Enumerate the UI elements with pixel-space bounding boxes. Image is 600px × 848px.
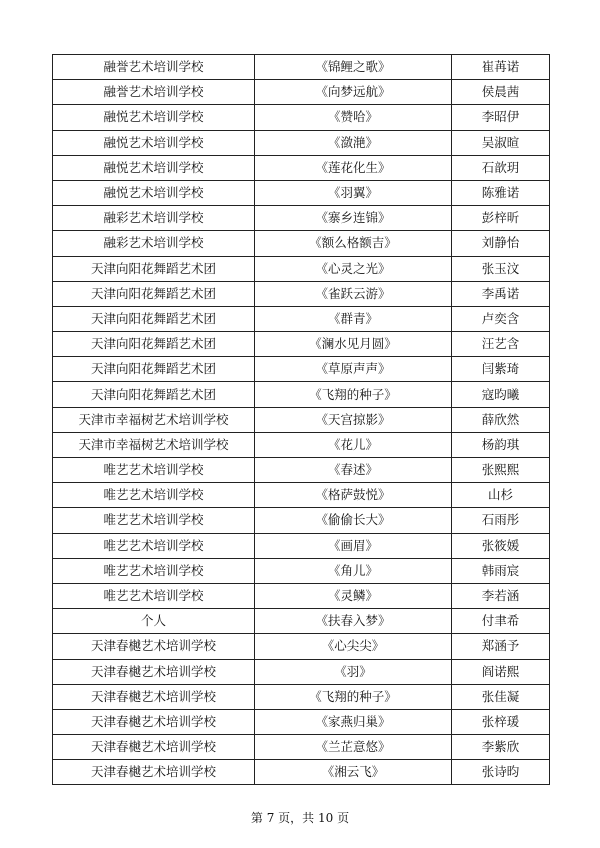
organization-cell: 融誉艺术培训学校 bbox=[53, 55, 255, 80]
program-title-cell: 《天宫掠影》 bbox=[255, 407, 452, 432]
performer-name-cell: 石歆玥 bbox=[452, 155, 550, 180]
program-title-cell: 《偷偷长大》 bbox=[255, 508, 452, 533]
organization-cell: 融悦艺术培训学校 bbox=[53, 130, 255, 155]
table-row bbox=[53, 55, 550, 80]
performer-name-cell: 阎诺熙 bbox=[452, 659, 550, 684]
table-row bbox=[53, 180, 550, 205]
table-row bbox=[53, 155, 550, 180]
table-row bbox=[53, 130, 550, 155]
performer-name-cell: 郑涵予 bbox=[452, 634, 550, 659]
organization-cell: 融彩艺术培训学校 bbox=[53, 206, 255, 231]
table-row bbox=[53, 458, 550, 483]
program-title-cell: 《向梦远航》 bbox=[255, 80, 452, 105]
organization-cell: 天津向阳花舞蹈艺术团 bbox=[53, 306, 255, 331]
table-row bbox=[53, 231, 550, 256]
organization-cell: 唯艺艺术培训学校 bbox=[53, 508, 255, 533]
organization-cell: 唯艺艺术培训学校 bbox=[53, 458, 255, 483]
program-title-cell: 《扶春入梦》 bbox=[255, 609, 452, 634]
performer-name-cell: 张熙熙 bbox=[452, 458, 550, 483]
performer-name-cell: 杨韵琪 bbox=[452, 432, 550, 457]
performer-name-cell: 寇昀曦 bbox=[452, 382, 550, 407]
program-title-cell: 《飞翔的种子》 bbox=[255, 684, 452, 709]
table-row bbox=[53, 583, 550, 608]
program-title-cell: 《角儿》 bbox=[255, 558, 452, 583]
organization-cell: 个人 bbox=[53, 609, 255, 634]
table-row bbox=[53, 281, 550, 306]
table-row bbox=[53, 508, 550, 533]
organization-cell: 融誉艺术培训学校 bbox=[53, 80, 255, 105]
performer-name-cell: 张梓瑗 bbox=[452, 709, 550, 734]
organization-cell: 天津春樾艺术培训学校 bbox=[53, 659, 255, 684]
performer-name-cell: 卢奕含 bbox=[452, 306, 550, 331]
program-title-cell: 《寨乡连锦》 bbox=[255, 206, 452, 231]
program-title-cell: 《格萨鼓悦》 bbox=[255, 483, 452, 508]
program-title-cell: 《飞翔的种子》 bbox=[255, 382, 452, 407]
performer-name-cell: 薛欣然 bbox=[452, 407, 550, 432]
performer-name-cell: 闫紫琦 bbox=[452, 357, 550, 382]
program-title-cell: 《心尖尖》 bbox=[255, 634, 452, 659]
organization-cell: 唯艺艺术培训学校 bbox=[53, 583, 255, 608]
program-title-cell: 《湘云飞》 bbox=[255, 760, 452, 785]
roster-sheet bbox=[52, 54, 549, 785]
program-title-cell: 《赞哈》 bbox=[255, 105, 452, 130]
performer-name-cell: 李紫欣 bbox=[452, 735, 550, 760]
table-row bbox=[53, 684, 550, 709]
organization-cell: 天津市幸福树艺术培训学校 bbox=[53, 407, 255, 432]
performer-name-cell: 张玉汶 bbox=[452, 256, 550, 281]
performer-name-cell: 崔苒诺 bbox=[452, 55, 550, 80]
organization-cell: 融悦艺术培训学校 bbox=[53, 180, 255, 205]
performer-name-cell: 山杉 bbox=[452, 483, 550, 508]
table-row bbox=[53, 760, 550, 785]
performer-name-cell: 张筱媛 bbox=[452, 533, 550, 558]
program-title-cell: 《灵鳞》 bbox=[255, 583, 452, 608]
table-row bbox=[53, 256, 550, 281]
table-row bbox=[53, 105, 550, 130]
performer-name-cell: 付聿希 bbox=[452, 609, 550, 634]
table-row bbox=[53, 206, 550, 231]
program-title-cell: 《潋滟》 bbox=[255, 130, 452, 155]
program-title-cell: 《锦鲤之歌》 bbox=[255, 55, 452, 80]
program-title-cell: 《家燕归巢》 bbox=[255, 709, 452, 734]
performer-name-cell: 刘静怡 bbox=[452, 231, 550, 256]
page-footer: 第 7 页，共 10 页 bbox=[250, 811, 350, 825]
organization-cell: 唯艺艺术培训学校 bbox=[53, 483, 255, 508]
performer-name-cell: 张佳凝 bbox=[452, 684, 550, 709]
performer-name-cell: 张诗昀 bbox=[452, 760, 550, 785]
program-title-cell: 《春述》 bbox=[255, 458, 452, 483]
performer-name-cell: 李昭伊 bbox=[452, 105, 550, 130]
program-title-cell: 《羽》 bbox=[255, 659, 452, 684]
organization-cell: 唯艺艺术培训学校 bbox=[53, 558, 255, 583]
organization-cell: 天津市幸福树艺术培训学校 bbox=[53, 432, 255, 457]
program-title-cell: 《草原声声》 bbox=[255, 357, 452, 382]
organization-cell: 天津向阳花舞蹈艺术团 bbox=[53, 256, 255, 281]
performer-name-cell: 吴淑暄 bbox=[452, 130, 550, 155]
table-row bbox=[53, 609, 550, 634]
organization-cell: 天津春樾艺术培训学校 bbox=[53, 684, 255, 709]
performer-name-cell: 李禹诺 bbox=[452, 281, 550, 306]
organization-cell: 天津向阳花舞蹈艺术团 bbox=[53, 281, 255, 306]
roster-table bbox=[52, 54, 550, 785]
table-row bbox=[53, 80, 550, 105]
program-title-cell: 《画眉》 bbox=[255, 533, 452, 558]
organization-cell: 融悦艺术培训学校 bbox=[53, 155, 255, 180]
program-title-cell: 《澜水见月圆》 bbox=[255, 332, 452, 357]
organization-cell: 融彩艺术培训学校 bbox=[53, 231, 255, 256]
performer-name-cell: 彭梓昕 bbox=[452, 206, 550, 231]
program-title-cell: 《兰芷意悠》 bbox=[255, 735, 452, 760]
performer-name-cell: 韩雨宸 bbox=[452, 558, 550, 583]
performer-name-cell: 陈雅诺 bbox=[452, 180, 550, 205]
table-row bbox=[53, 332, 550, 357]
table-row bbox=[53, 432, 550, 457]
table-row bbox=[53, 634, 550, 659]
table-row bbox=[53, 659, 550, 684]
program-title-cell: 《群青》 bbox=[255, 306, 452, 331]
program-title-cell: 《心灵之光》 bbox=[255, 256, 452, 281]
program-title-cell: 《额么格额吉》 bbox=[255, 231, 452, 256]
organization-cell: 天津春樾艺术培训学校 bbox=[53, 735, 255, 760]
performer-name-cell: 汪艺含 bbox=[452, 332, 550, 357]
table-row bbox=[53, 558, 550, 583]
table-row bbox=[53, 709, 550, 734]
table-row bbox=[53, 407, 550, 432]
organization-cell: 天津向阳花舞蹈艺术团 bbox=[53, 357, 255, 382]
program-title-cell: 《花儿》 bbox=[255, 432, 452, 457]
performer-name-cell: 侯晨茜 bbox=[452, 80, 550, 105]
table-row bbox=[53, 357, 550, 382]
table-row bbox=[53, 483, 550, 508]
organization-cell: 天津春樾艺术培训学校 bbox=[53, 634, 255, 659]
organization-cell: 融悦艺术培训学校 bbox=[53, 105, 255, 130]
organization-cell: 唯艺艺术培训学校 bbox=[53, 533, 255, 558]
table-row bbox=[53, 382, 550, 407]
table-row bbox=[53, 533, 550, 558]
organization-cell: 天津向阳花舞蹈艺术团 bbox=[53, 382, 255, 407]
roster-table-body bbox=[53, 55, 550, 785]
table-row bbox=[53, 735, 550, 760]
organization-cell: 天津春樾艺术培训学校 bbox=[53, 760, 255, 785]
program-title-cell: 《莲花化生》 bbox=[255, 155, 452, 180]
program-title-cell: 《羽翼》 bbox=[255, 180, 452, 205]
organization-cell: 天津春樾艺术培训学校 bbox=[53, 709, 255, 734]
performer-name-cell: 李若涵 bbox=[452, 583, 550, 608]
performer-name-cell: 石雨彤 bbox=[452, 508, 550, 533]
table-row bbox=[53, 306, 550, 331]
organization-cell: 天津向阳花舞蹈艺术团 bbox=[53, 332, 255, 357]
program-title-cell: 《雀跃云游》 bbox=[255, 281, 452, 306]
